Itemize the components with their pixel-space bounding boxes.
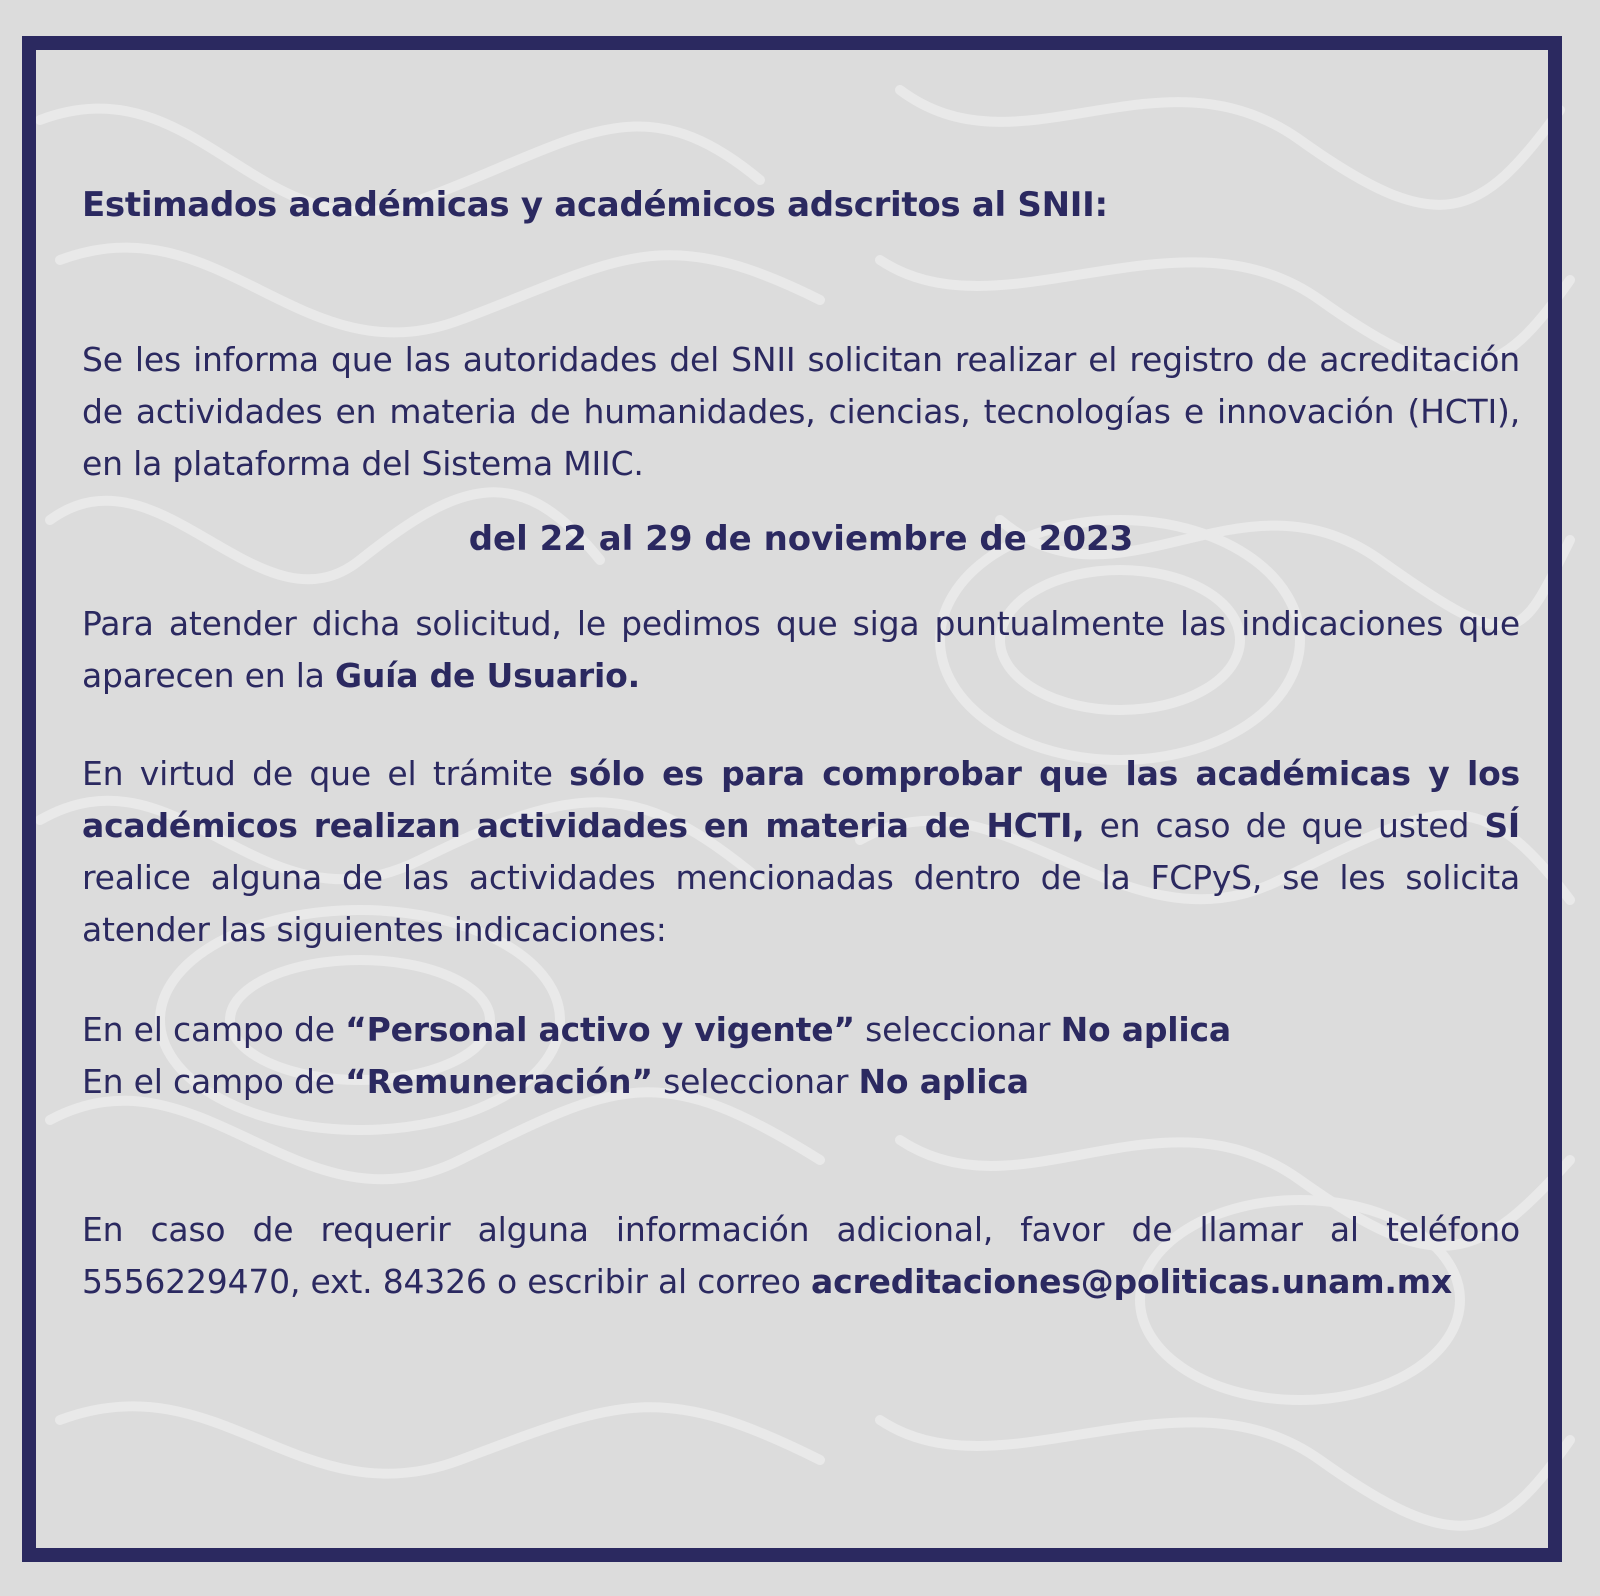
field-name: “Remuneración”: [345, 1062, 653, 1101]
purpose-emphasis: sólo es para comprobar que las académicas y los académicos realizan actividades en materia de HCTI,: [82, 754, 1521, 845]
purpose-si: SÍ: [1484, 806, 1520, 845]
instructions-paragraph: [82, 598, 1520, 702]
field-prefix: En el campo de: [82, 1062, 346, 1101]
field-value: No aplica: [1060, 1010, 1231, 1049]
announcement-body: [82, 182, 1520, 1308]
purpose-text-1: En virtud de que el trámite: [82, 754, 570, 793]
purpose-text-2: en caso de que usted: [1084, 806, 1485, 845]
field-action: seleccionar: [652, 1062, 859, 1101]
contact-text: En caso de requerir alguna información adicional, favor de llamar al teléfono 5556229470, ext. 84326 o escribir al correo: [82, 1210, 1520, 1301]
date-range: del 22 al 29 de noviembre de 2023: [468, 519, 1134, 559]
field-instruction-remuneracion: [82, 1056, 1520, 1108]
contact-email[interactable]: acreditaciones@politicas.unam.mx: [811, 1262, 1453, 1301]
intro-paragraph: Se les informa que las autoridades del SNII solicitan realizar el registro de acreditación de actividades en materia de humanidades, ciencias, tecnologías e innovación (HCTI), en la plataforma del Sistema MIIC.: [82, 340, 1520, 483]
instructions-text: Para atender dicha solicitud, le pedimos que siga puntualmente las indicaciones que aparecen en la: [82, 604, 1520, 695]
greeting-heading: Estimados académicas y académicos adscritos al SNII:: [82, 185, 1108, 225]
user-guide-reference: Guía de Usuario.: [334, 656, 640, 695]
field-instruction-personal: [82, 1004, 1520, 1056]
field-action: seleccionar: [854, 1010, 1061, 1049]
contact-paragraph: [82, 1204, 1520, 1308]
field-value: No aplica: [858, 1062, 1029, 1101]
purpose-paragraph: [82, 748, 1520, 956]
field-prefix: En el campo de: [82, 1010, 346, 1049]
purpose-text-3: realice alguna de las actividades mencionadas dentro de la FCPyS, se les solicita atender las siguientes indicaciones:: [82, 858, 1520, 949]
field-name: “Personal activo y vigente”: [345, 1010, 855, 1049]
